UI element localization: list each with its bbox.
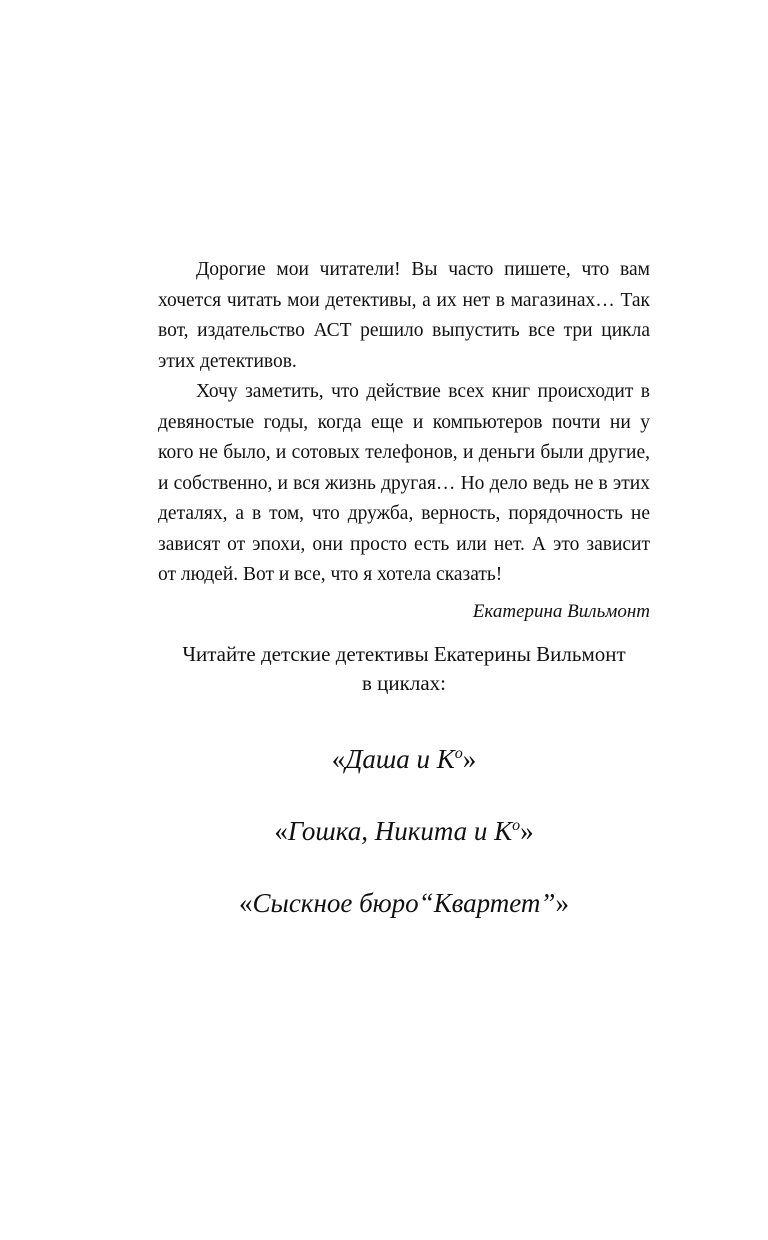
series-list: [100, 742, 708, 958]
invitation-line-1: Читайте детские детективы Екатерины Вильмонт: [182, 642, 626, 666]
series-title-superscript: о: [512, 817, 521, 834]
series-title-kvartet: [100, 886, 708, 920]
series-invitation: [100, 640, 708, 698]
series-title-text: Даша и К: [345, 744, 455, 774]
close-quote: »: [520, 816, 534, 846]
letter-paragraph-1: Дорогие мои читатели! Вы часто пишете, что вам хочется читать мои детективы, а их нет в магазинах… Так вот, издательство АСТ решило выпустить все три цикла этих детективов.: [158, 259, 650, 372]
author-letter: [158, 255, 650, 627]
open-quote: «: [239, 888, 253, 918]
close-quote: »: [462, 744, 477, 774]
open-quote: «: [274, 816, 288, 846]
series-title-goshka: [100, 814, 708, 848]
series-title-text: Гошка, Никита и К: [287, 816, 513, 846]
series-title-text: Сыскное бюро“Квартет”: [252, 888, 556, 918]
series-title-superscript: о: [454, 745, 463, 762]
letter-paragraph-2: Хочу заметить, что действие всех книг происходит в девяностые годы, когда еще и компьютеров почти ни у кого не было, и сотовых телефонов, и деньги были другие, и собственно, и вся жизнь другая… Но дело ведь не в этих деталях, а в том, что дружба, верность, порядочность не зависят от эпохи, они просто есть или нет. А это зависит от людей. Вот и все, что я хотела сказать!: [158, 381, 650, 585]
series-title-dasha: [100, 742, 708, 776]
author-signature: Екатерина Вильмонт: [472, 600, 650, 622]
close-quote: »: [555, 888, 569, 918]
invitation-line-2: в циклах:: [362, 671, 446, 695]
open-quote: «: [331, 744, 346, 774]
